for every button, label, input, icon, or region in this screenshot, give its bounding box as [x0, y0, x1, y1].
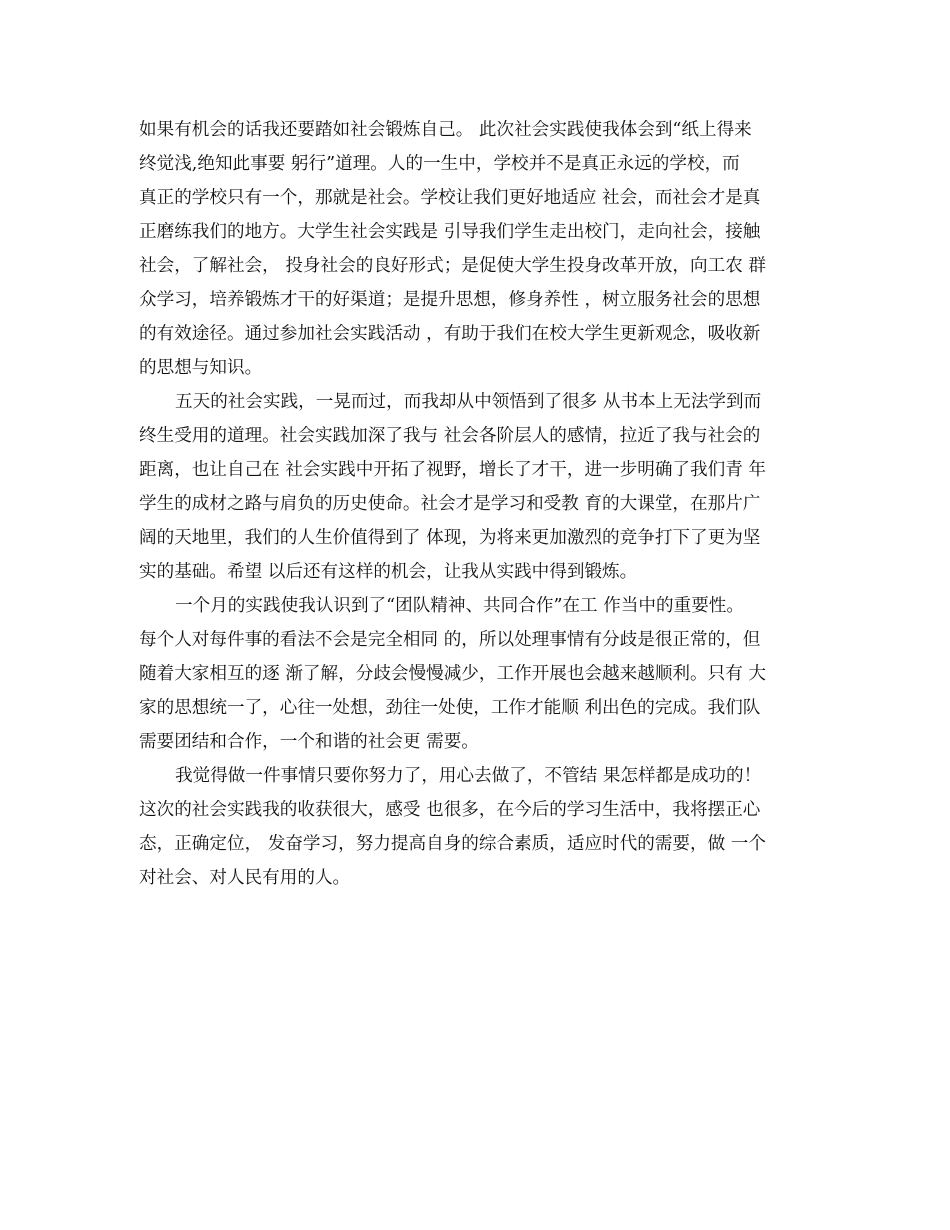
- text-line: 家的思想统一了，心往一处想，劲往一处使，工作才能顺 利出色的完成。我们队: [139, 698, 761, 718]
- paragraph-first-line: 一个月的实践使我认识到了“团队精神、共同合作”在工 作当中的重要性。: [175, 596, 744, 616]
- text-line: 随着大家相互的逐 渐了解，分歧会慢慢减少，工作开展也会越来越顺利。只有 大: [139, 664, 766, 684]
- text-line: 距离，也让自己在 社会实践中开拓了视野，增长了才干，进一步明确了我们青 年: [139, 460, 766, 480]
- paragraph-first-line: 我觉得做一件事情只要你努力了，用心去做了，不管结 果怎样都是成功的！: [175, 766, 762, 786]
- text-line: 的有效途径。通过参加社会实践活动 ，有助于我们在校大学生更新观念，吸收新: [139, 324, 761, 344]
- text-line: 态，正确定位， 发奋学习，努力提高自身的综合素质，适应时代的需要，做 一个: [139, 834, 766, 854]
- text-line: 阔的天地里，我们的人生价值得到了 体现，为将来更加激烈的竞争打下了更为坚: [139, 528, 761, 548]
- text-line: 终觉浅,绝知此事要 躬行”道理。人的一生中，学校并不是真正永远的学校，而: [139, 154, 740, 174]
- document-body: [139, 113, 819, 895]
- text-line: 的思想与知识。: [139, 358, 263, 378]
- text-line: 众学习，培养锻炼才干的好渠道；是提升思想，修身养性 ，树立服务社会的思想: [139, 290, 761, 310]
- text-line: 终生受用的道理。社会实践加深了我与 社会各阶层人的感情，拉近了我与社会的: [139, 426, 761, 446]
- text-line: 这次的社会实践我的收获很大，感受 也很多，在今后的学习生活中，我将摆正心: [139, 800, 761, 820]
- text-line: 学生的成材之路与肩负的历史使命。社会才是学习和受教 育的大课堂，在那片广: [139, 494, 761, 514]
- text-line: 正磨练我们的地方。大学生社会实践是 引导我们学生走出校门，走向社会，接触: [139, 222, 761, 242]
- text-line: 真正的学校只有一个，那就是社会。学校让我们更好地适应 社会，而社会才是真: [139, 188, 761, 208]
- text-line: 每个人对每件事的看法不会是完全相同 的，所以处理事情有分歧是很正常的，但: [139, 630, 761, 650]
- text-line: 如果有机会的话我还要踏如社会锻炼自己。 此次社会实践使我体会到“纸上得来: [139, 120, 752, 140]
- text-line: 对社会、对人民有用的人。: [139, 868, 351, 888]
- paragraph-first-line: 五天的社会实践，一晃而过，而我却从中领悟到了很多 从书本上无法学到而: [175, 392, 762, 412]
- text-line: 需要团结和合作，一个和谐的社会更 需要。: [139, 732, 479, 752]
- text-line: 社会，了解社会， 投身社会的良好形式；是促使大学生投身改革开放，向工农 群: [139, 256, 766, 276]
- text-line: 实的基础。希望 以后还有这样的机会，让我从实践中得到锻炼。: [139, 562, 638, 582]
